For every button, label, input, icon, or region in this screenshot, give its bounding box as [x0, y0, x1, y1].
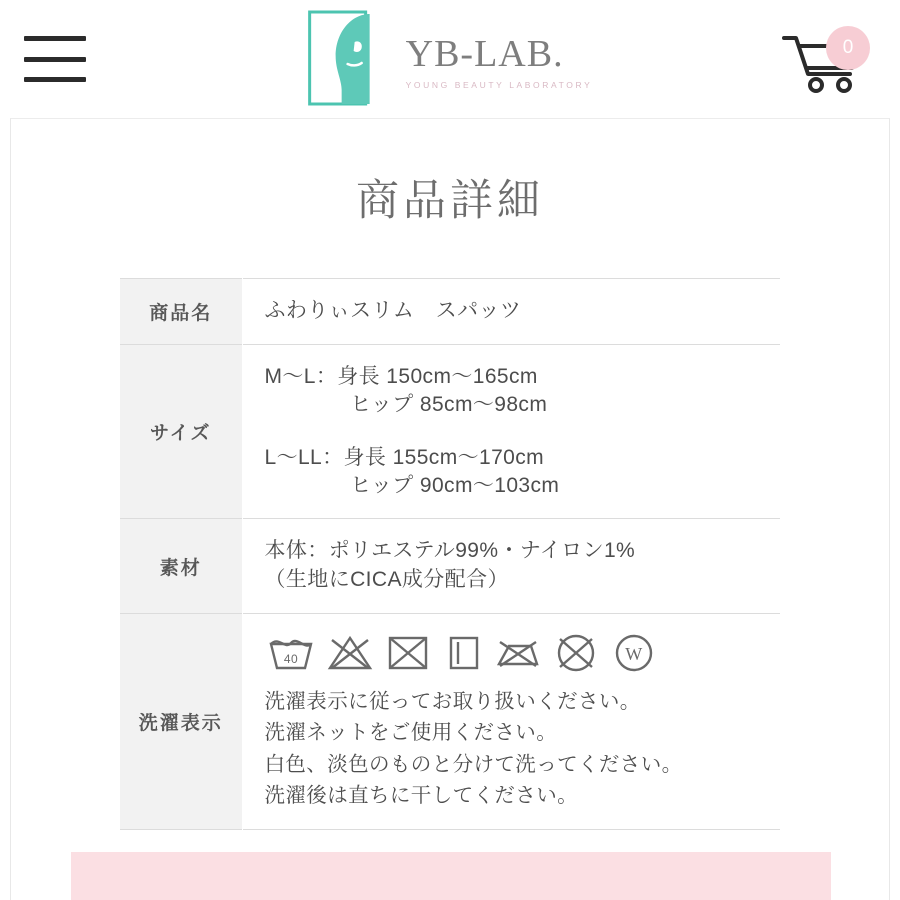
woman-face-silhouette-logo-icon — [308, 8, 396, 108]
svg-text:W: W — [624, 644, 643, 665]
product-name-line: ふわりぃスリム スパッツ — [264, 299, 522, 322]
hamburger-menu-icon[interactable] — [24, 36, 86, 82]
size-ml-height: M〜L：身長 150cm〜165cm — [264, 364, 538, 388]
hamburger-bar-1 — [24, 36, 86, 41]
table-row — [120, 279, 780, 345]
table-row — [120, 344, 780, 518]
size-group-ml — [265, 363, 781, 420]
row-label-care: 洗濯表示 — [120, 614, 242, 830]
care-line-2: 洗濯ネットをご使用ください。 — [264, 721, 558, 745]
row-value-material — [242, 519, 780, 614]
size-ml-hip: ヒップ 85cm〜98cm — [264, 393, 548, 417]
logo-title: YB-LAB. — [405, 33, 564, 75]
no-dry-clean-icon — [553, 632, 599, 672]
row-label-size: サイズ — [120, 344, 242, 518]
row-value-size — [242, 344, 780, 518]
site-header — [0, 0, 900, 118]
hamburger-bar-3 — [24, 77, 86, 82]
table-row — [120, 614, 780, 830]
row-label-product-name: 商品名 — [120, 279, 242, 345]
table-row — [120, 519, 780, 614]
cart-button[interactable] — [778, 26, 870, 94]
size-lll-height: L〜LL：身長 155cm〜170cm — [264, 445, 545, 469]
care-instructions — [265, 686, 781, 811]
svg-text:40: 40 — [283, 652, 298, 667]
row-value-care — [242, 614, 780, 830]
row-label-material: 素材 — [120, 519, 242, 614]
hamburger-bar-2 — [24, 57, 86, 62]
care-line-3: 白色、淡色のものと分けて洗ってください。 — [264, 752, 683, 776]
size-lll-hip: ヒップ 90cm〜103cm — [264, 474, 560, 497]
site-logo[interactable] — [308, 8, 593, 108]
laundry-symbol-group — [265, 632, 781, 672]
material-line-1: 本体：ポリエステル99%・ナイロン1% — [264, 539, 636, 563]
product-detail-panel — [10, 118, 890, 900]
size-group-lll — [265, 444, 781, 501]
product-spec-table — [120, 278, 780, 830]
no-tumble-dry-icon — [385, 632, 431, 672]
pink-highlight-band — [71, 852, 831, 900]
drip-dry-in-shade-icon — [443, 632, 483, 672]
no-bleach-icon — [327, 632, 373, 672]
logo-text-block — [406, 35, 593, 108]
care-line-1: 洗濯表示に従ってお取り扱いください。 — [264, 690, 641, 714]
no-iron-icon — [495, 632, 541, 672]
wet-clean-icon — [611, 632, 657, 672]
logo-subtitle: YOUNG BEAUTY LABORATORY — [405, 80, 593, 90]
cart-count-badge: 0 — [826, 26, 870, 70]
care-line-4: 洗濯後は直ちに干してください。 — [264, 783, 578, 807]
page-title: 商品詳細 — [356, 177, 544, 225]
row-value-product-name — [242, 279, 780, 345]
material-line-2: （生地にCICA成分配合） — [264, 568, 509, 592]
wash-40-degrees-icon — [267, 632, 315, 672]
